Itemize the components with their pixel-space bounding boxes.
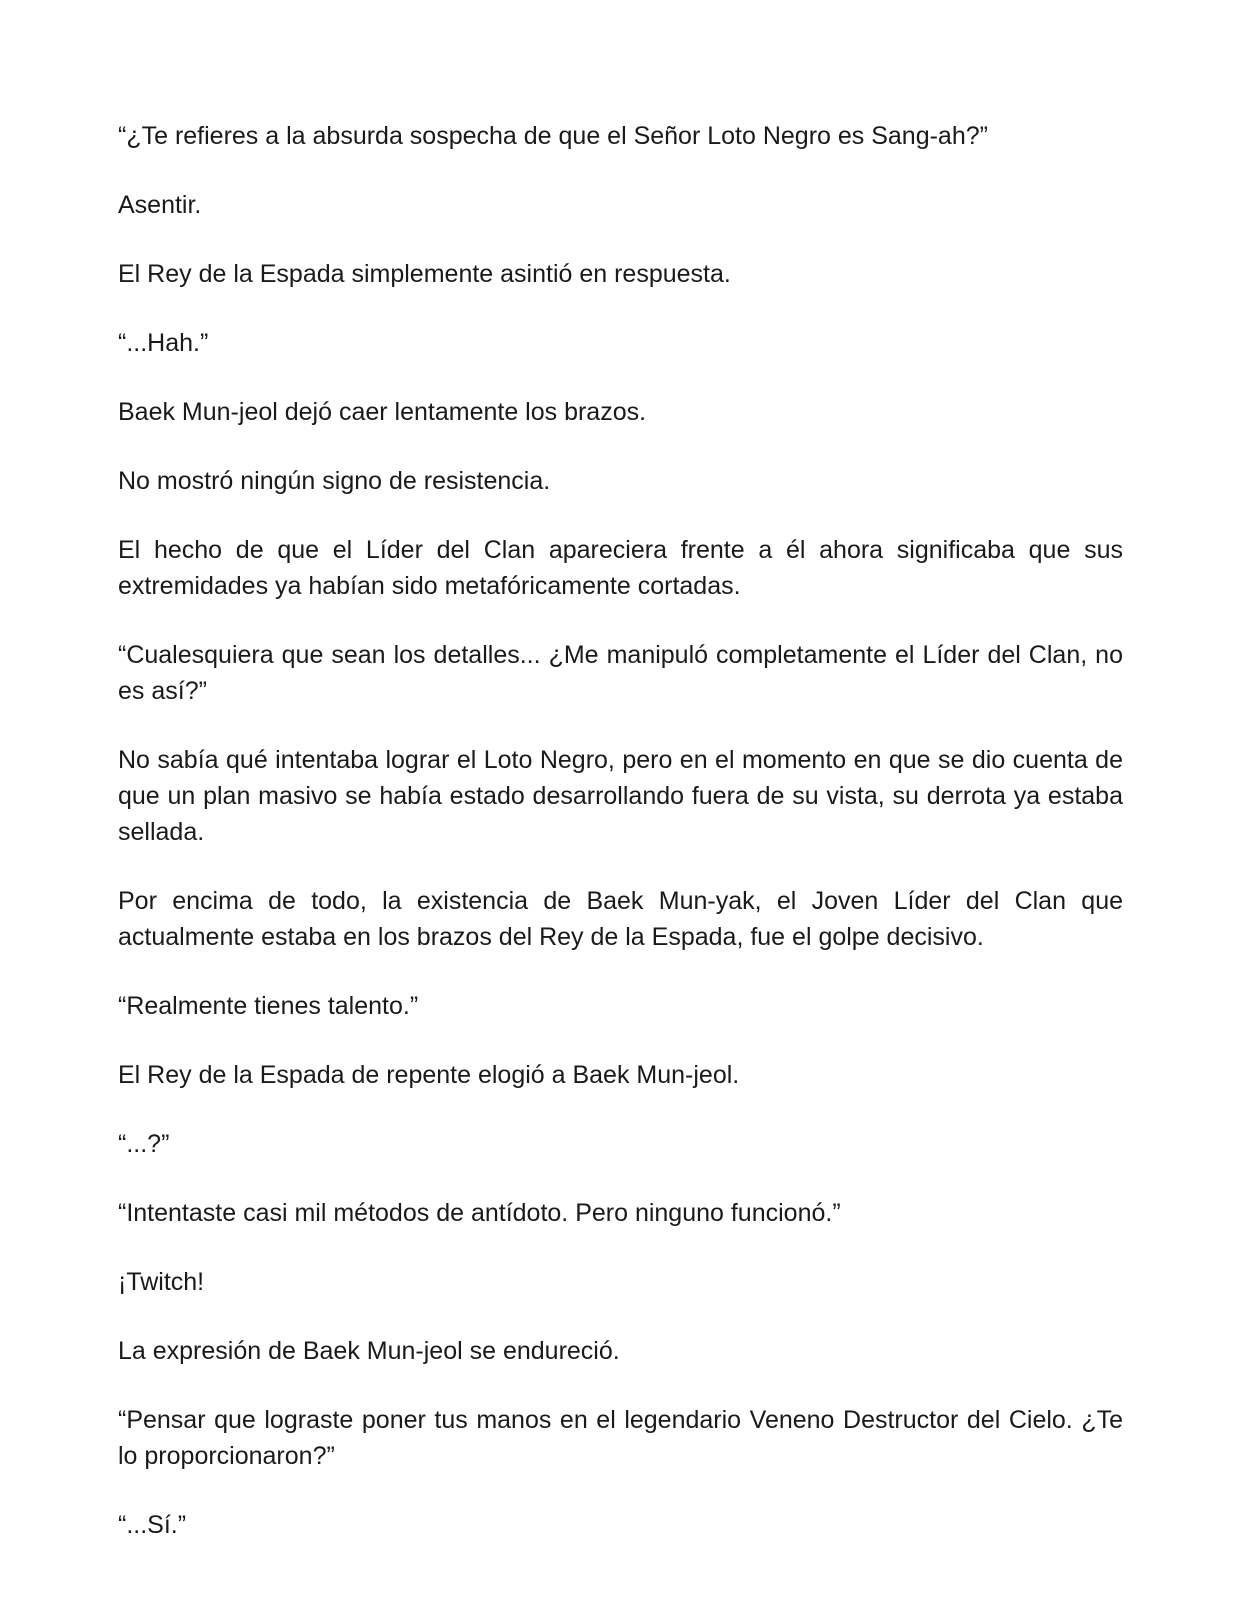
paragraph: “¿Te refieres a la absurda sospecha de que el Señor Loto Negro es Sang-ah?” — [118, 122, 988, 150]
paragraph: “Cualesquiera que sean los detalles... ¿Me manipuló completamente el Líder del Clan, no es así?” — [118, 641, 1123, 705]
paragraph: El Rey de la Espada simplemente asintió en respuesta. — [118, 260, 731, 288]
paragraph: Por encima de todo, la existencia de Baek Mun-yak, el Joven Líder del Clan que actualmente estaba en los brazos del Rey de la Espada, fue el golpe decisivo. — [118, 887, 1123, 951]
paragraph: “Realmente tienes talento.” — [118, 992, 419, 1020]
paragraph: ¡Twitch! — [118, 1268, 205, 1296]
paragraph: La expresión de Baek Mun-jeol se endureció. — [118, 1337, 620, 1365]
paragraph: “...Sí.” — [118, 1511, 187, 1539]
paragraph: “...?” — [118, 1130, 170, 1158]
paragraph: “Pensar que lograste poner tus manos en el legendario Veneno Destructor del Cielo. ¿Te lo proporcionaron?” — [118, 1406, 1123, 1470]
paragraph: “...Hah.” — [118, 329, 209, 357]
paragraph: El hecho de que el Líder del Clan apareciera frente a él ahora significaba que sus extremidades ya habían sido metafóricamente cortadas. — [118, 536, 1123, 600]
paragraph: Baek Mun-jeol dejó caer lentamente los brazos. — [118, 398, 647, 426]
paragraph: El Rey de la Espada de repente elogió a Baek Mun-jeol. — [118, 1061, 740, 1089]
document-body — [118, 118, 1123, 1576]
paragraph: No mostró ningún signo de resistencia. — [118, 467, 551, 495]
paragraph: Asentir. — [118, 191, 202, 219]
paragraph: No sabía qué intentaba lograr el Loto Negro, pero en el momento en que se dio cuenta de que un plan masivo se había estado desarrollando fuera de su vista, su derrota ya estaba sellada. — [118, 746, 1123, 846]
paragraph: “Intentaste casi mil métodos de antídoto. Pero ninguno funcionó.” — [118, 1199, 841, 1227]
